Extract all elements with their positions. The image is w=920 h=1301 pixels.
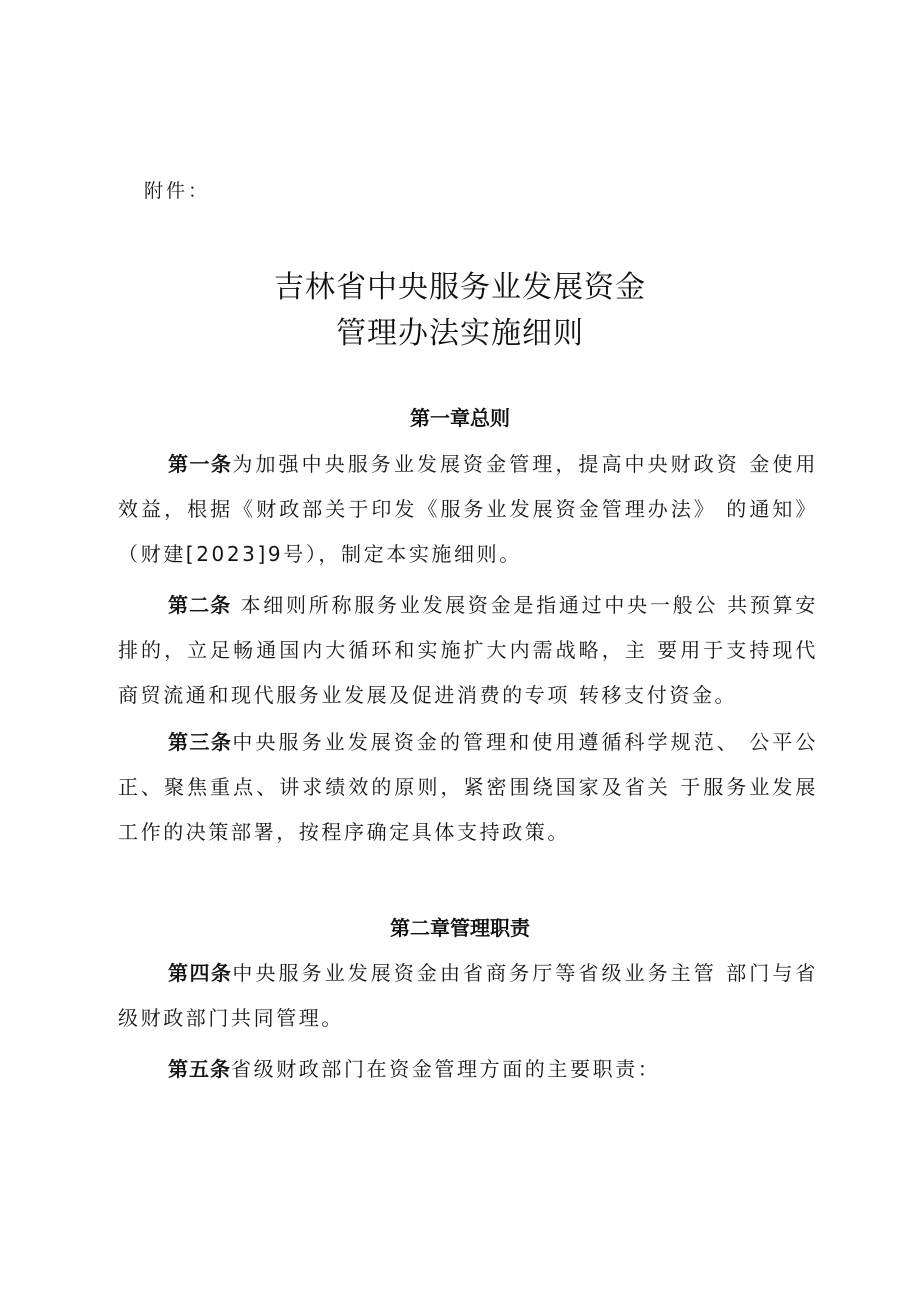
article-paragraph xyxy=(118,720,818,855)
article-label: 第三条 xyxy=(168,730,233,754)
article-label: 第一条 xyxy=(168,452,233,476)
article-text: 中央服务业发展资金由省商务厅等省级业务主管 部门与省级财政部门共同管理。 xyxy=(118,961,818,1030)
article-text: 中央服务业发展资金的管理和使用遵循科学规范、 公平公正、聚焦重点、讲求绩效的原则，紧密围绕国家及省关 于服务业发展工作的决策部署，按程序确定具体支持政策。 xyxy=(118,730,818,844)
attachment-label: 附件： xyxy=(144,180,211,202)
article-paragraph xyxy=(118,583,818,718)
chapter-heading: 第二章管理职责 xyxy=(390,916,530,940)
article-text: 为加强中央服务业发展资金管理，提高中央财政资 金使用效益，根据《财政部关于印发《服务业发展资金管理办法》 的通知》（财建[2023]9号），制定本实施细则。 xyxy=(118,452,818,566)
article-label: 第二条 xyxy=(168,593,232,617)
article-label: 第五条 xyxy=(168,1057,231,1081)
chapter-heading: 第一章总则 xyxy=(410,406,510,430)
document-title-line-2: 管理办法实施细则 xyxy=(336,316,584,351)
document-title-line-1: 吉林省中央服务业发展资金 xyxy=(274,270,646,305)
article-text: 本细则所称服务业发展资金是指通过中央一般公 共预算安排的，立足畅通国内大循环和实施扩大内需战略，主 要用于支持现代商贸流通和现代服务业发展及促进消费的专项 转移支付资金。 xyxy=(118,593,818,707)
article-paragraph xyxy=(118,1047,818,1092)
article-label: 第四条 xyxy=(168,961,233,985)
article-paragraph xyxy=(118,442,818,577)
article-text: 省级财政部门在资金管理方面的主要职责： xyxy=(231,1057,661,1081)
article-paragraph xyxy=(118,951,818,1041)
